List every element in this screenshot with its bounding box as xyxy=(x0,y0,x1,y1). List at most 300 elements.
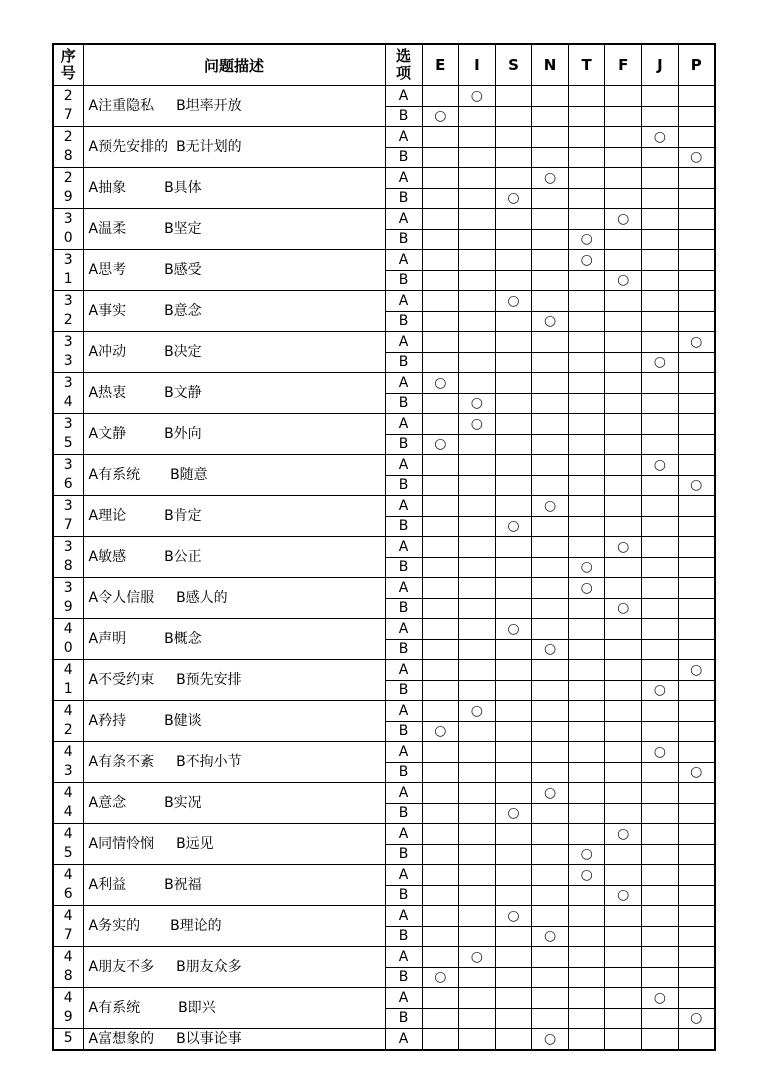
choice-b-text: B祝福 xyxy=(164,877,202,893)
mark-cell-i xyxy=(459,86,496,107)
question-number-digit: 6 xyxy=(63,886,73,902)
mark-cell-t xyxy=(568,168,605,189)
question-number-digit: 5 xyxy=(63,845,73,861)
mbti-question-table xyxy=(52,43,716,1051)
question-description xyxy=(83,496,385,537)
mark-cell-p xyxy=(678,434,715,455)
mark-cell-n xyxy=(532,455,569,476)
mark-cell-t xyxy=(568,598,605,619)
choice-a-text: A富想象的 xyxy=(88,1030,155,1047)
circle-mark-icon: ○ xyxy=(543,928,557,945)
question-number xyxy=(53,1029,83,1050)
choice-b-text: B坦率开放 xyxy=(176,98,242,114)
question-description xyxy=(83,414,385,455)
circle-mark-icon: ○ xyxy=(617,825,630,842)
question-number xyxy=(53,373,83,414)
mark-cell-n xyxy=(532,332,569,353)
mark-cell-s xyxy=(495,147,532,168)
mark-cell-i xyxy=(459,639,496,660)
choice-a-text: A注重隐私 xyxy=(88,98,155,114)
mark-cell-t xyxy=(568,1008,605,1029)
circle-mark-icon: ○ xyxy=(653,682,666,699)
question-description xyxy=(83,783,385,824)
mark-cell-t xyxy=(568,906,605,927)
mark-cell-i xyxy=(459,147,496,168)
mark-cell-n xyxy=(532,496,569,517)
mark-cell-n xyxy=(532,373,569,394)
mark-cell-f xyxy=(605,721,642,742)
table-header xyxy=(53,44,715,86)
mark-cell-t xyxy=(568,578,605,599)
mark-cell-i xyxy=(459,803,496,824)
mark-cell-n xyxy=(532,578,569,599)
mark-cell-p xyxy=(678,721,715,742)
mark-cell-f xyxy=(605,168,642,189)
mark-cell-f xyxy=(605,824,642,845)
mark-cell-p xyxy=(678,291,715,312)
mark-cell-f xyxy=(605,680,642,701)
mark-cell-p xyxy=(678,844,715,865)
choice-b-text: B感受 xyxy=(164,262,202,278)
table-row xyxy=(53,578,715,599)
question-number-digit: 2 xyxy=(63,312,73,328)
mark-cell-e xyxy=(422,742,459,763)
option-a-label: A xyxy=(385,373,422,394)
question-number xyxy=(53,947,83,988)
question-number-digit: 3 xyxy=(63,252,73,268)
mark-cell-p xyxy=(678,537,715,558)
mark-cell-t xyxy=(568,721,605,742)
mark-cell-n xyxy=(532,229,569,250)
question-number-digit: 3 xyxy=(63,539,73,555)
mark-cell-e xyxy=(422,475,459,496)
mark-cell-s xyxy=(495,762,532,783)
mark-cell-s xyxy=(495,906,532,927)
mark-cell-e xyxy=(422,127,459,148)
mark-cell-i xyxy=(459,106,496,127)
question-description xyxy=(83,86,385,127)
mark-cell-i xyxy=(459,311,496,332)
circle-mark-icon: ○ xyxy=(543,641,557,658)
option-a-label: A xyxy=(385,865,422,886)
question-number xyxy=(53,250,83,291)
question-number-digit: 4 xyxy=(63,621,73,637)
mark-cell-i xyxy=(459,701,496,722)
question-number-digit: 3 xyxy=(63,334,73,350)
table-row xyxy=(53,209,715,230)
option-a-label: A xyxy=(385,824,422,845)
mark-cell-n xyxy=(532,926,569,947)
mark-cell-i xyxy=(459,1029,496,1050)
question-description xyxy=(83,619,385,660)
mark-cell-f xyxy=(605,270,642,291)
question-number xyxy=(53,168,83,209)
question-number-digit: 5 xyxy=(63,1030,73,1047)
mark-cell-j xyxy=(642,496,679,517)
mark-cell-s xyxy=(495,885,532,906)
mark-cell-j xyxy=(642,1029,679,1050)
choice-b-text: B随意 xyxy=(170,467,208,483)
choice-b-text: B远见 xyxy=(176,836,214,852)
mark-cell-p xyxy=(678,106,715,127)
mark-cell-s xyxy=(495,619,532,640)
question-number xyxy=(53,291,83,332)
mark-cell-s xyxy=(495,926,532,947)
mark-cell-f xyxy=(605,619,642,640)
question-number-digit: 4 xyxy=(63,662,73,678)
mark-cell-t xyxy=(568,783,605,804)
mark-cell-j xyxy=(642,106,679,127)
question-number xyxy=(53,455,83,496)
mark-cell-i xyxy=(459,537,496,558)
mark-cell-s xyxy=(495,106,532,127)
mark-cell-e xyxy=(422,537,459,558)
circle-mark-icon: ○ xyxy=(434,969,447,986)
mark-cell-n xyxy=(532,783,569,804)
mark-cell-j xyxy=(642,414,679,435)
choice-b-text: B实况 xyxy=(164,795,202,811)
table-row xyxy=(53,783,715,804)
question-number-digit: 4 xyxy=(63,867,73,883)
option-b-label: B xyxy=(385,393,422,414)
choice-b-text: B以事论事 xyxy=(176,1030,242,1047)
choice-b-text: B具体 xyxy=(164,180,202,196)
mark-cell-j xyxy=(642,783,679,804)
circle-mark-icon: ○ xyxy=(690,1010,703,1027)
mark-cell-n xyxy=(532,291,569,312)
mark-cell-f xyxy=(605,434,642,455)
table-row xyxy=(53,455,715,476)
mark-cell-j xyxy=(642,742,679,763)
circle-mark-icon: ○ xyxy=(470,87,483,104)
question-number-digit: 3 xyxy=(63,293,73,309)
mark-cell-i xyxy=(459,865,496,886)
question-description xyxy=(83,742,385,783)
option-b-label: B xyxy=(385,926,422,947)
table-row xyxy=(53,86,715,107)
mark-cell-n xyxy=(532,680,569,701)
table-row xyxy=(53,906,715,927)
choice-b-text: B即兴 xyxy=(178,1000,216,1016)
mark-cell-p xyxy=(678,926,715,947)
circle-mark-icon: ○ xyxy=(543,1030,557,1047)
mark-cell-j xyxy=(642,127,679,148)
mark-cell-j xyxy=(642,619,679,640)
table-row xyxy=(53,127,715,148)
mark-cell-p xyxy=(678,803,715,824)
header-number: 序 号 xyxy=(53,44,83,86)
mark-cell-j xyxy=(642,824,679,845)
mark-cell-e xyxy=(422,885,459,906)
mark-cell-t xyxy=(568,762,605,783)
mark-cell-p xyxy=(678,762,715,783)
mark-cell-t xyxy=(568,352,605,373)
option-b-label: B xyxy=(385,352,422,373)
mark-cell-n xyxy=(532,393,569,414)
header-letter-p: P xyxy=(678,44,715,86)
table-row xyxy=(53,947,715,968)
mark-cell-n xyxy=(532,721,569,742)
circle-mark-icon: ○ xyxy=(470,702,483,719)
mark-cell-e xyxy=(422,1029,459,1050)
mark-cell-n xyxy=(532,639,569,660)
question-number-digit: 4 xyxy=(63,744,73,760)
mark-cell-j xyxy=(642,926,679,947)
mark-cell-f xyxy=(605,906,642,927)
mark-cell-j xyxy=(642,660,679,681)
option-b-label: B xyxy=(385,803,422,824)
table-row xyxy=(53,660,715,681)
circle-mark-icon: ○ xyxy=(434,723,447,740)
mark-cell-j xyxy=(642,680,679,701)
mark-cell-t xyxy=(568,270,605,291)
mark-cell-n xyxy=(532,352,569,373)
choice-b-text: B理论的 xyxy=(170,918,222,934)
option-a-label: A xyxy=(385,906,422,927)
mark-cell-s xyxy=(495,598,532,619)
choice-b-text: B公正 xyxy=(164,549,202,565)
mark-cell-i xyxy=(459,270,496,291)
mark-cell-j xyxy=(642,168,679,189)
mark-cell-i xyxy=(459,598,496,619)
question-description xyxy=(83,291,385,332)
mark-cell-j xyxy=(642,229,679,250)
mark-cell-s xyxy=(495,373,532,394)
mark-cell-f xyxy=(605,352,642,373)
option-a-label: A xyxy=(385,988,422,1009)
mark-cell-p xyxy=(678,455,715,476)
option-b-label: B xyxy=(385,270,422,291)
mark-cell-s xyxy=(495,250,532,271)
mark-cell-t xyxy=(568,947,605,968)
mark-cell-s xyxy=(495,783,532,804)
choice-b-text: B坚定 xyxy=(164,221,202,237)
question-number xyxy=(53,537,83,578)
mark-cell-s xyxy=(495,865,532,886)
mark-cell-i xyxy=(459,680,496,701)
question-number-digit: 6 xyxy=(63,476,73,492)
mark-cell-f xyxy=(605,291,642,312)
choice-b-text: B外向 xyxy=(164,426,202,442)
mark-cell-e xyxy=(422,844,459,865)
mark-cell-i xyxy=(459,885,496,906)
question-description xyxy=(83,209,385,250)
mark-cell-n xyxy=(532,250,569,271)
table-row xyxy=(53,988,715,1009)
mark-cell-f xyxy=(605,967,642,988)
header-option: 选 项 xyxy=(385,44,422,86)
choice-b-text: B决定 xyxy=(164,344,202,360)
mark-cell-i xyxy=(459,434,496,455)
mark-cell-j xyxy=(642,967,679,988)
mark-cell-e xyxy=(422,168,459,189)
circle-mark-icon: ○ xyxy=(507,805,520,822)
mark-cell-e xyxy=(422,373,459,394)
mark-cell-e xyxy=(422,332,459,353)
table-row xyxy=(53,332,715,353)
header-letter-t: T xyxy=(568,44,605,86)
choice-a-text: A利益 xyxy=(88,877,127,893)
question-number-digit: 3 xyxy=(63,211,73,227)
mark-cell-j xyxy=(642,557,679,578)
mark-cell-i xyxy=(459,1008,496,1029)
mark-cell-n xyxy=(532,209,569,230)
mark-cell-n xyxy=(532,270,569,291)
option-b-label: B xyxy=(385,885,422,906)
mark-cell-f xyxy=(605,557,642,578)
mark-cell-s xyxy=(495,742,532,763)
mark-cell-p xyxy=(678,680,715,701)
mark-cell-e xyxy=(422,270,459,291)
header-letter-j: J xyxy=(642,44,679,86)
mark-cell-e xyxy=(422,147,459,168)
table-row xyxy=(53,414,715,435)
table-row xyxy=(53,291,715,312)
circle-mark-icon: ○ xyxy=(507,190,520,207)
choice-a-text: A意念 xyxy=(88,795,127,811)
mark-cell-p xyxy=(678,311,715,332)
choice-a-text: A令人信服 xyxy=(88,590,155,606)
question-number-digit: 5 xyxy=(63,435,73,451)
mark-cell-t xyxy=(568,660,605,681)
mark-cell-j xyxy=(642,578,679,599)
question-number xyxy=(53,824,83,865)
mark-cell-e xyxy=(422,250,459,271)
mark-cell-s xyxy=(495,1008,532,1029)
option-a-label: A xyxy=(385,209,422,230)
table-row xyxy=(53,537,715,558)
question-number-digit: 1 xyxy=(63,271,73,287)
question-number xyxy=(53,865,83,906)
mark-cell-f xyxy=(605,926,642,947)
mark-cell-p xyxy=(678,475,715,496)
mark-cell-j xyxy=(642,947,679,968)
choice-a-text: A温柔 xyxy=(88,221,127,237)
question-number-digit: 4 xyxy=(63,908,73,924)
question-number xyxy=(53,701,83,742)
mark-cell-t xyxy=(568,455,605,476)
mark-cell-t xyxy=(568,803,605,824)
mark-cell-j xyxy=(642,844,679,865)
mark-cell-p xyxy=(678,1008,715,1029)
mark-cell-e xyxy=(422,106,459,127)
circle-mark-icon: ○ xyxy=(434,436,447,453)
mark-cell-e xyxy=(422,188,459,209)
mark-cell-i xyxy=(459,229,496,250)
question-number-digit: 2 xyxy=(63,88,73,104)
choice-a-text: A声明 xyxy=(88,631,127,647)
mark-cell-i xyxy=(459,988,496,1009)
mark-cell-e xyxy=(422,803,459,824)
table-row xyxy=(53,168,715,189)
option-a-label: A xyxy=(385,250,422,271)
mark-cell-n xyxy=(532,537,569,558)
question-number xyxy=(53,414,83,455)
table-row xyxy=(53,701,715,722)
mark-cell-e xyxy=(422,516,459,537)
mark-cell-j xyxy=(642,516,679,537)
mark-cell-t xyxy=(568,229,605,250)
mark-cell-f xyxy=(605,188,642,209)
question-number-digit: 3 xyxy=(63,580,73,596)
question-number-digit: 4 xyxy=(63,785,73,801)
mark-cell-i xyxy=(459,660,496,681)
question-number xyxy=(53,496,83,537)
mark-cell-j xyxy=(642,352,679,373)
question-number-digit: 3 xyxy=(63,375,73,391)
choice-a-text: A抽象 xyxy=(88,180,127,196)
mark-cell-p xyxy=(678,578,715,599)
mark-cell-e xyxy=(422,701,459,722)
mark-cell-p xyxy=(678,270,715,291)
option-b-label: B xyxy=(385,721,422,742)
option-a-label: A xyxy=(385,127,422,148)
mark-cell-i xyxy=(459,250,496,271)
circle-mark-icon: ○ xyxy=(690,333,703,350)
mark-cell-j xyxy=(642,373,679,394)
choice-b-text: B概念 xyxy=(164,631,202,647)
question-number-digit: 8 xyxy=(63,558,73,574)
option-a-label: A xyxy=(385,578,422,599)
mark-cell-s xyxy=(495,824,532,845)
circle-mark-icon: ○ xyxy=(690,477,703,494)
mark-cell-n xyxy=(532,824,569,845)
mark-cell-j xyxy=(642,332,679,353)
mark-cell-i xyxy=(459,824,496,845)
mark-cell-t xyxy=(568,988,605,1009)
mark-cell-s xyxy=(495,209,532,230)
mark-cell-s xyxy=(495,947,532,968)
mark-cell-n xyxy=(532,844,569,865)
mark-cell-i xyxy=(459,619,496,640)
mark-cell-s xyxy=(495,557,532,578)
mark-cell-e xyxy=(422,496,459,517)
mark-cell-j xyxy=(642,475,679,496)
mark-cell-e xyxy=(422,434,459,455)
mark-cell-n xyxy=(532,885,569,906)
question-number-digit: 9 xyxy=(63,189,73,205)
choice-a-text: A敏感 xyxy=(88,549,127,565)
mark-cell-i xyxy=(459,516,496,537)
mark-cell-e xyxy=(422,926,459,947)
header-letter-n: N xyxy=(532,44,569,86)
mark-cell-f xyxy=(605,803,642,824)
mark-cell-p xyxy=(678,639,715,660)
question-description xyxy=(83,373,385,414)
circle-mark-icon: ○ xyxy=(507,620,520,637)
question-description xyxy=(83,865,385,906)
question-description xyxy=(83,127,385,168)
mark-cell-f xyxy=(605,1029,642,1050)
question-number-digit: 4 xyxy=(63,949,73,965)
question-number-digit: 3 xyxy=(63,763,73,779)
mark-cell-t xyxy=(568,516,605,537)
mark-cell-f xyxy=(605,742,642,763)
header-letter-e: E xyxy=(422,44,459,86)
mark-cell-t xyxy=(568,414,605,435)
mark-cell-f xyxy=(605,332,642,353)
mark-cell-n xyxy=(532,660,569,681)
mark-cell-s xyxy=(495,291,532,312)
mark-cell-j xyxy=(642,393,679,414)
mark-cell-t xyxy=(568,824,605,845)
mark-cell-s xyxy=(495,516,532,537)
mark-cell-t xyxy=(568,557,605,578)
mark-cell-i xyxy=(459,844,496,865)
option-a-label: A xyxy=(385,619,422,640)
mark-cell-i xyxy=(459,578,496,599)
mark-cell-f xyxy=(605,701,642,722)
